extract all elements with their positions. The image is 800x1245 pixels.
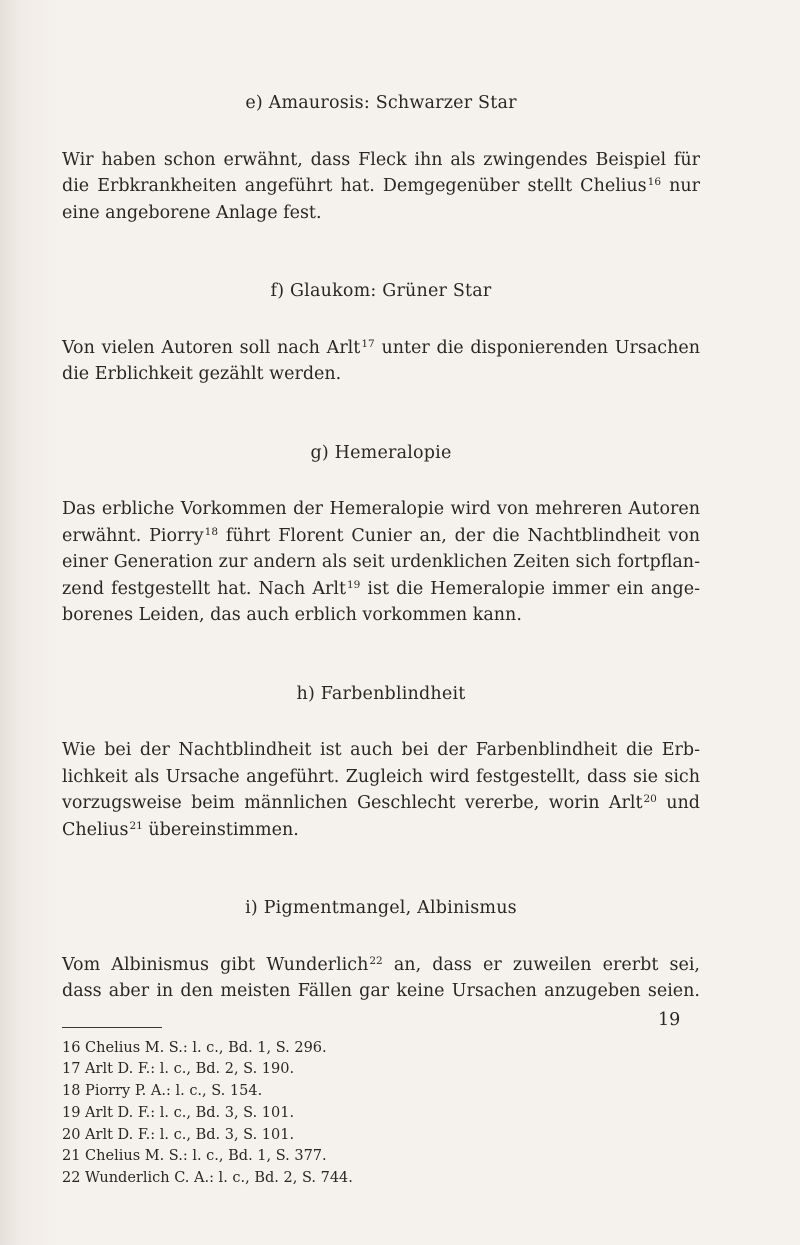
footnote-ref: 21 <box>129 819 143 832</box>
section-paragraph <box>62 496 700 629</box>
footnote: 20 Arlt D. F.: l. c., Bd. 3, S. 101. <box>62 1126 295 1143</box>
section-paragraph <box>62 952 700 1005</box>
footnote: 22 Wunderlich C. A.: l. c., Bd. 2, S. 744. <box>62 1170 353 1187</box>
text-line: Das erbliche Vorkommen der Hemeralopie wird von mehreren Autoren <box>62 499 700 519</box>
text-line: borenes Leiden, das auch erblich vorkommen kann. <box>62 605 522 625</box>
footnote-ref: 18 <box>204 525 219 538</box>
text-line: Wie bei der Nachtblindheit ist auch bei der Farbenblindheit die Erb- <box>62 740 700 760</box>
footnote-ref: 16 <box>647 176 662 188</box>
footnote: 21 Chelius M. S.: l. c., Bd. 1, S. 377. <box>62 1148 327 1165</box>
section-paragraph <box>62 737 700 843</box>
section-paragraph <box>62 335 700 388</box>
footnote: 19 Arlt D. F.: l. c., Bd. 3, S. 101. <box>62 1104 295 1121</box>
section-paragraph <box>62 147 700 227</box>
text-line: Vom Albinismus gibt Wunderlich$^{22}$ an, dass er zuweilen ererbt sei, <box>62 954 700 975</box>
section-albinismus <box>62 895 700 1005</box>
text-line: erwähnt. Piorry$^{18}$ führt Florent Cunier an, der die Nachtblindheit von <box>62 525 700 546</box>
text-line: dass aber in den meisten Fällen gar keine Ursachen anzugeben seien. <box>62 981 700 1001</box>
text-line: die Erbkrankheiten angeführt hat. Demgegenüber stellt Chelius$^{16}$ nur <box>62 176 700 196</box>
text-line: Chelius$^{21}$ übereinstimmen. <box>62 819 299 840</box>
page-body <box>62 90 700 1190</box>
footnote-divider <box>62 1027 162 1028</box>
section-heading: f) Glaukom: Grüner Star <box>270 281 492 301</box>
text-line: Von vielen Autoren soll nach Arlt$^{17}$ unter die disponierenden Ursachen <box>62 337 700 358</box>
section-heading: g) Hemeralopie <box>310 442 452 463</box>
section-glaukom <box>62 278 700 388</box>
section-heading: i) Pigmentmangel, Albinismus <box>245 898 517 918</box>
section-amaurosis <box>62 90 700 226</box>
text-line: zend festgestellt hat. Nach Arlt$^{19}$ ist die Hemeralopie immer ein ange- <box>62 578 700 599</box>
footnote-ref: 22 <box>369 954 383 967</box>
footnote-ref: 17 <box>361 337 375 350</box>
section-farbenblindheit <box>62 681 700 844</box>
section-hemeralopie <box>62 440 700 629</box>
text-line: lichkeit als Ursache angeführt. Zugleich wird festgestellt, dass sie sich <box>62 766 700 787</box>
text-line: die Erblichkeit gezählt werden. <box>62 364 342 384</box>
text-line: vorzugsweise beim männlichen Geschlecht vererbe, worin Arlt$^{20}$ und <box>62 793 700 813</box>
text-line: einer Generation zur andern als seit urdenklichen Zeiten sich fortpflan- <box>62 552 700 572</box>
page-number: 19 <box>658 1010 681 1030</box>
footnote: 17 Arlt D. F.: l. c., Bd. 2, S. 190. <box>62 1061 295 1078</box>
footnote: 16 Chelius M. S.: l. c., Bd. 1, S. 296. <box>62 1039 327 1056</box>
section-heading: e) Amaurosis: Schwarzer Star <box>245 93 517 113</box>
section-heading: h) Farbenblindheit <box>296 683 466 704</box>
footnote: 18 Piorry P. A.: l. c., S. 154. <box>62 1083 263 1100</box>
text-line: eine angeborene Anlage fest. <box>62 202 322 223</box>
text-line: Wir haben schon erwähnt, dass Fleck ihn als zwingendes Beispiel für <box>62 149 700 170</box>
footnote-ref: 20 <box>643 793 657 805</box>
footnotes <box>62 1038 700 1191</box>
footnote-ref: 19 <box>347 578 361 591</box>
